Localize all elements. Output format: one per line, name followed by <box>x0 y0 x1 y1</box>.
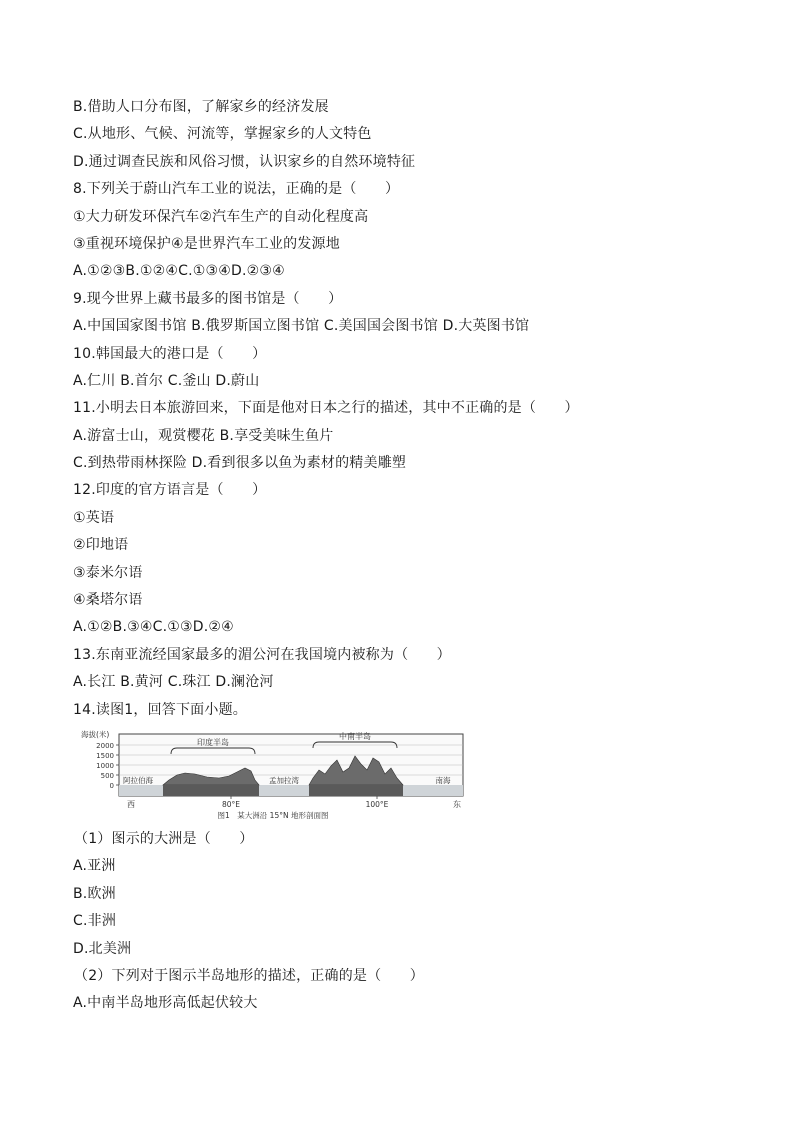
text-line: D.北美洲 <box>73 940 132 957</box>
label-arabian-sea: 阿拉伯海 <box>123 775 153 785</box>
text-line: C.从地形、气候、河流等，掌握家乡的人文特色 <box>73 126 372 143</box>
text-line: B.欧洲 <box>73 885 116 902</box>
question-12: 12.印度的官方语言是（ ） <box>73 482 267 499</box>
text-line: A.中国国家图书馆 B.俄罗斯国立图书馆 C.美国国会图书馆 D.大英图书馆 <box>73 318 530 335</box>
text-line: B.借助人口分布图，了解家乡的经济发展 <box>73 99 329 115</box>
india-base <box>163 785 259 796</box>
text-line: ②印地语 <box>73 537 129 554</box>
text-line: A.仁川 B.首尔 C.釜山 D.蔚山 <box>73 372 260 389</box>
indochina-base <box>309 785 403 796</box>
text-line: D.通过调查民族和风俗习惯，认识家乡的自然环境特征 <box>73 153 416 170</box>
question-13: 13.东南亚流经国家最多的湄公河在我国境内被称为（ ） <box>73 646 451 663</box>
terrain-profile-figure <box>73 728 473 822</box>
y-tick-label: 0 <box>109 781 114 790</box>
label-india-peninsula: 印度半岛 <box>197 737 229 747</box>
label-west: 西 <box>127 799 135 809</box>
question-10: 10.韩国最大的港口是（ ） <box>73 345 267 362</box>
text-line: A.①②③B.①②④C.①③④D.②③④ <box>73 263 285 280</box>
label-south-china-sea: 南海 <box>435 775 451 785</box>
question-14: 14.读图1，回答下面小题。 <box>73 701 247 718</box>
y-axis-title: 海拔(米) <box>81 729 110 739</box>
subquestion-2: （2）下列对于图示半岛地形的描述，正确的是（ ） <box>74 967 424 984</box>
y-tick-label: 1500 <box>96 751 114 760</box>
text-line: A.长江 B.黄河 C.珠江 D.澜沧河 <box>73 674 274 691</box>
subquestion-1: （1）图示的大洲是（ ） <box>74 830 254 847</box>
text-line: A.亚洲 <box>73 858 116 875</box>
y-tick-label: 1000 <box>96 761 114 770</box>
text-line: C.到热带雨林探险 D.看到很多以鱼为素材的精美雕塑 <box>73 455 407 472</box>
text-line: ③重视环境保护④是世界汽车工业的发源地 <box>73 235 340 252</box>
text-line: ③泰米尔语 <box>73 564 143 581</box>
text-line: ①大力研发环保汽车②汽车生产的自动化程度高 <box>73 208 369 225</box>
text-line: ④桑塔尔语 <box>73 592 143 609</box>
label-bay-of-bengal: 孟加拉湾 <box>269 775 299 785</box>
text-line: ①英语 <box>73 509 115 526</box>
y-tick-label: 500 <box>100 771 114 780</box>
y-tick-label: 2000 <box>96 741 114 750</box>
figure-caption: 图1 某大洲沿 15°N 地形剖面图 <box>217 810 329 820</box>
label-indochina-peninsula: 中南半岛 <box>339 731 371 741</box>
terrain-profile-svg <box>73 728 473 822</box>
text-line: C.非洲 <box>73 913 117 930</box>
text-line: A.①②B.③④C.①③D.②④ <box>73 619 234 636</box>
text-line: A.游富士山，观赏樱花 B.享受美味生鱼片 <box>73 427 334 444</box>
question-11: 11.小明去日本旅游回来，下面是他对日本之行的描述，其中不正确的是（ ） <box>73 400 579 417</box>
exam-page <box>73 94 733 1018</box>
label-lon-80: 80°E <box>221 799 241 809</box>
label-east: 东 <box>453 799 461 809</box>
text-line: A.中南半岛地形高低起伏较大 <box>73 995 258 1012</box>
question-9: 9.现今世界上藏书最多的图书馆是（ ） <box>73 290 343 307</box>
question-8: 8.下列关于蔚山汽车工业的说法，正确的是（ ） <box>73 181 400 198</box>
label-lon-100: 100°E <box>365 799 389 809</box>
